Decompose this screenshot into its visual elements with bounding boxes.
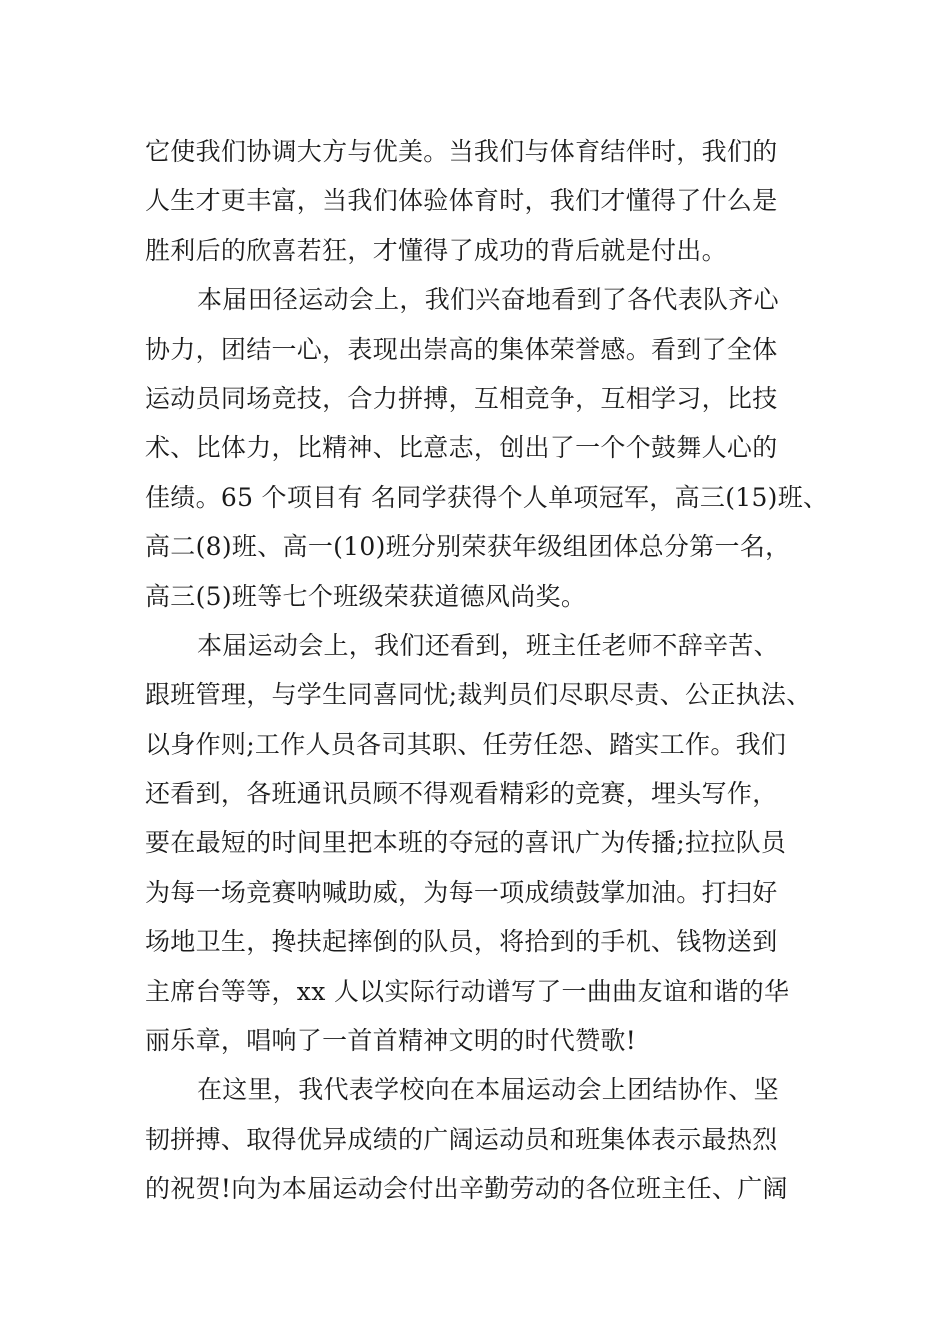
text-line: 高二(8)班、高一(10)班分别荣获年级组团体总分第一名，	[145, 532, 791, 562]
text-line: 它使我们协调大方与优美。当我们与体育结伴时，我们的	[145, 137, 778, 166]
text-line: 要在最短的时间里把本班的夺冠的喜讯广为传播;拉拉队员	[145, 828, 787, 858]
document-body	[145, 127, 829, 1214]
text-line: 本届田径运动会上，我们兴奋地看到了各代表队齐心	[197, 285, 779, 315]
text-line: 佳绩。65 个项目有 名同学获得个人单项冠军，高三(15)班、	[145, 482, 829, 512]
text-line: 在这里，我代表学校向在本届运动会上团结协作、坚	[197, 1075, 779, 1105]
text-line: 主席台等等，xx 人以实际行动谱写了一曲曲友谊和谐的华	[145, 976, 790, 1006]
text-line: 胜利后的欣喜若狂，才懂得了成功的背后就是付出。	[145, 235, 727, 265]
text-line: 的祝贺!向为本届运动会付出辛勤劳动的各位班主任、广阔	[145, 1174, 788, 1204]
text-line: 高三(5)班等七个班级荣获道德风尚奖。	[145, 581, 587, 611]
text-line: 为每一场竞赛呐喊助威，为每一项成绩鼓掌加油。打扫好	[145, 877, 778, 907]
text-line: 韧拼搏、取得优异成绩的广阔运动员和班集体表示最热烈	[145, 1124, 778, 1154]
text-line: 丽乐章，唱响了一首首精神文明的时代赞歌!	[145, 1026, 637, 1056]
text-line: 运动员同场竞技，合力拼搏，互相竞争，互相学习，比技	[145, 383, 778, 413]
text-line: 以身作则;工作人员各司其职、任劳任怨、踏实工作。我们	[145, 729, 787, 759]
text-line: 场地卫生，搀扶起摔倒的队员，将拾到的手机、钱物送到	[145, 927, 778, 957]
text-line: 人生才更丰富，当我们体验体育时，我们才懂得了什么是	[145, 186, 778, 216]
text-line: 术、比体力，比精神、比意志，创出了一个个鼓舞人心的	[145, 433, 778, 463]
text-line: 协力，团结一心，表现出崇高的集体荣誉感。看到了全体	[145, 334, 778, 364]
text-line: 本届运动会上，我们还看到，班主任老师不辞辛苦、	[197, 630, 779, 660]
text-line: 还看到，各班通讯员顾不得观看精彩的竞赛，埋头写作，	[145, 779, 778, 809]
text-line: 跟班管理，与学生同喜同忧;裁判员们尽职尽责、公正执法、	[145, 680, 812, 710]
